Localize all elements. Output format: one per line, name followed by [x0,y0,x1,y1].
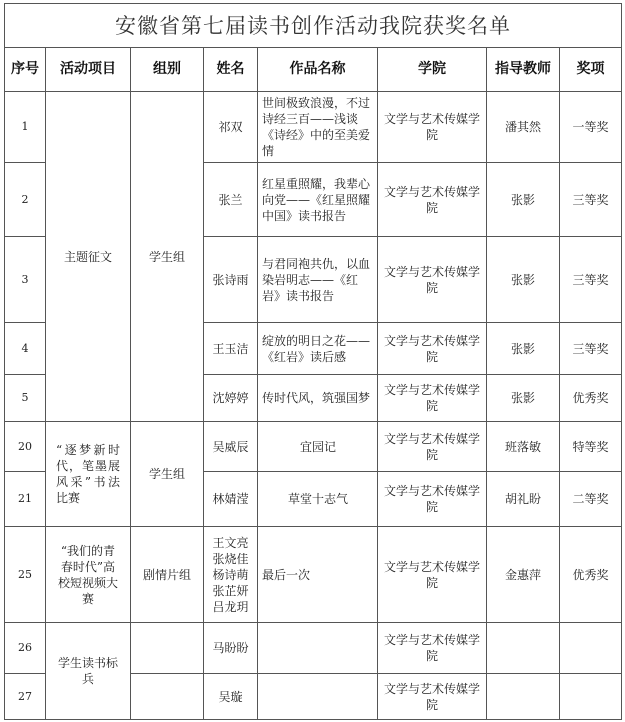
cell-seq: 4 [5,323,46,375]
cell-award: 三等奖 [560,163,622,237]
cell-college: 文学与艺术传媒学院 [378,623,487,674]
cell-seq: 20 [5,422,46,472]
cell-teacher: 张影 [487,375,560,422]
cell-group-student: 学生组 [131,422,204,527]
cell-name: 沈婷婷 [204,375,258,422]
page-title: 安徽省第七届读书创作活动我院获奖名单 [5,4,622,48]
cell-award: 二等奖 [560,472,622,527]
table-row [5,623,622,674]
table-row [5,92,622,163]
cell-seq: 1 [5,92,46,163]
cell-award: 一等奖 [560,92,622,163]
cell-teacher [487,623,560,674]
award-table [4,3,622,720]
cell-project-theme-essay: 主题征文 [46,92,131,422]
cell-work: 传时代风，筑强国梦 [258,375,378,422]
cell-teacher [487,674,560,720]
cell-group-empty [131,623,204,674]
cell-college: 文学与艺术传媒学院 [378,422,487,472]
cell-work: 世间极致浪漫，不过诗经三百——浅谈《诗经》中的至美爱情 [258,92,378,163]
cell-teacher: 潘其然 [487,92,560,163]
header-teacher: 指导教师 [487,48,560,92]
cell-award: 特等奖 [560,422,622,472]
cell-teacher: 金惠萍 [487,527,560,623]
cell-project-calligraphy: “逐梦新时代，笔墨展风采”书法比赛 [46,422,131,527]
cell-name: 祁双 [204,92,258,163]
cell-group-empty [131,674,204,720]
header-project: 活动项目 [46,48,131,92]
header-name: 姓名 [204,48,258,92]
header-row [5,48,622,92]
cell-college: 文学与艺术传媒学院 [378,163,487,237]
cell-name: 吴威辰 [204,422,258,472]
cell-teacher: 张影 [487,323,560,375]
cell-award: 优秀奖 [560,375,622,422]
cell-teacher: 胡礼盼 [487,472,560,527]
cell-award [560,623,622,674]
cell-college: 文学与艺术传媒学院 [378,323,487,375]
table-row [5,422,622,472]
cell-college: 文学与艺术传媒学院 [378,674,487,720]
header-work: 作品名称 [258,48,378,92]
cell-seq: 26 [5,623,46,674]
cell-award: 优秀奖 [560,527,622,623]
header-seq: 序号 [5,48,46,92]
cell-work: 宜园记 [258,422,378,472]
cell-college: 文学与艺术传媒学院 [378,92,487,163]
cell-seq: 3 [5,237,46,323]
cell-award: 三等奖 [560,237,622,323]
cell-award [560,674,622,720]
header-college: 学院 [378,48,487,92]
cell-seq: 25 [5,527,46,623]
cell-work: 绽放的明日之花——《红岩》读后感 [258,323,378,375]
cell-name: 王文亮 张烧佳 杨诗萌 张芷妍 吕龙玥 [204,527,258,623]
cell-college: 文学与艺术传媒学院 [378,237,487,323]
title-row [5,4,622,48]
cell-name: 张诗雨 [204,237,258,323]
cell-work [258,623,378,674]
cell-group-student: 学生组 [131,92,204,422]
cell-work [258,674,378,720]
cell-project-reading-model: 学生读书标兵 [46,623,131,720]
header-group: 组别 [131,48,204,92]
cell-work: 草堂十志气 [258,472,378,527]
cell-college: 文学与艺术传媒学院 [378,472,487,527]
cell-seq: 21 [5,472,46,527]
table-row [5,527,622,623]
cell-work: 红星重照耀，我辈心向党——《红星照耀中国》读书报告 [258,163,378,237]
cell-work: 与君同袍共仇，以血染岩明志——《红岩》读书报告 [258,237,378,323]
cell-project-short-video: “我们的青春时代”高校短视频大赛 [46,527,131,623]
cell-name: 吴璇 [204,674,258,720]
cell-name: 马盼盼 [204,623,258,674]
cell-teacher: 张影 [487,163,560,237]
cell-college: 文学与艺术传媒学院 [378,527,487,623]
cell-name: 林婧滢 [204,472,258,527]
cell-college: 文学与艺术传媒学院 [378,375,487,422]
cell-teacher: 张影 [487,237,560,323]
cell-seq: 2 [5,163,46,237]
header-award: 奖项 [560,48,622,92]
cell-name: 王玉洁 [204,323,258,375]
cell-seq: 5 [5,375,46,422]
cell-work: 最后一次 [258,527,378,623]
cell-teacher: 班落敏 [487,422,560,472]
cell-seq: 27 [5,674,46,720]
cell-group-drama: 剧情片组 [131,527,204,623]
cell-name: 张兰 [204,163,258,237]
cell-award: 三等奖 [560,323,622,375]
